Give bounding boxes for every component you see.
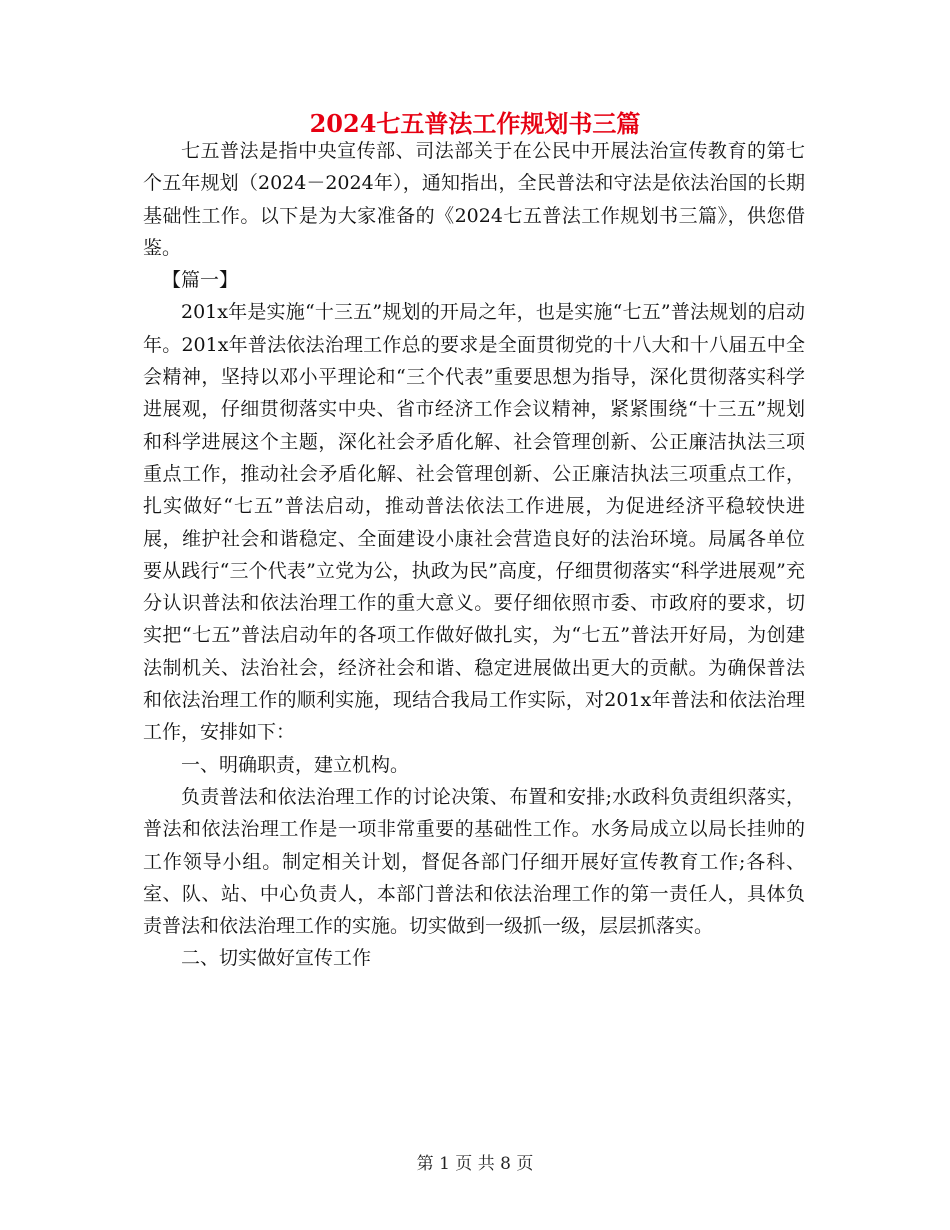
body-paragraph: 负责普法和依法治理工作的讨论决策、布置和安排;水政科负责组织落实，普法和依法治理工作是一项非常重要的基础性工作。水务局成立以局长挂帅的工作领导小组。制定相关计划，督促各部门仔细开展好宣传教育工作;各科、室、队、站、中心负责人，本部门普法和依法治理工作的第一责任人，具体负责普法和依法治理工作的实施。切实做到一级抓一级，层层抓落实。 bbox=[143, 785, 805, 938]
subheading-two: 二、切实做好宣传工作 bbox=[181, 947, 372, 970]
document-title: 2024七五普法工作规划书三篇 bbox=[309, 109, 641, 138]
section-heading-part-one: 【篇一】 bbox=[162, 269, 239, 292]
page-footer: 第 1 页 共 8 页 bbox=[416, 1154, 534, 1174]
subheading-one: 一、明确职责，建立机构。 bbox=[181, 753, 410, 776]
body-paragraph: 201x年是实施“十三五”规划的开局之年，也是实施“七五”普法规划的启动年。201x年普法依法治理工作总的要求是全面贯彻党的十八大和十八届五中全会精神，坚持以邓小平理论和“三个代表”重要思想为指导，深化贯彻落实科学进展观，仔细贯彻落实中央、省市经济工作会议精神，紧紧围绕“十三五”规划和科学进展这个主题，深化社会矛盾化解、社会管理创新、公正廉洁执法三项重点工作，推动社会矛盾化解、社会管理创新、公正廉洁执法三项重点工作，扎实做好“七五”普法启动，推动普法依法工作进展，为促进经济平稳较快进展，维护社会和谐稳定、全面建设小康社会营造良好的法治环境。局属各单位要从践行“三个代表”立党为公，执政为民”高度，仔细贯彻落实“科学进展观”充分认识普法和依法治理工作的重大意义。要仔细依照市委、市政府的要求，切实把“七五”普法启动年的各项工作做好做扎实，为“七五”普法开好局，为创建法制机关、法治社会，经济社会和谐、稳定进展做出更大的贡献。为确保普法和依法治理工作的顺利实施，现结合我局工作实际，对201x年普法和依法治理工作，安排如下： bbox=[143, 301, 805, 744]
document-body bbox=[143, 135, 805, 975]
intro-paragraph: 七五普法是指中央宣传部、司法部关于在公民中开展法治宣传教育的第七个五年规划（2024－2024年），通知指出，全民普法和守法是依法治国的长期基础性工作。以下是为大家准备的《2024七五普法工作规划书三篇》，供您借鉴。 bbox=[143, 140, 805, 259]
